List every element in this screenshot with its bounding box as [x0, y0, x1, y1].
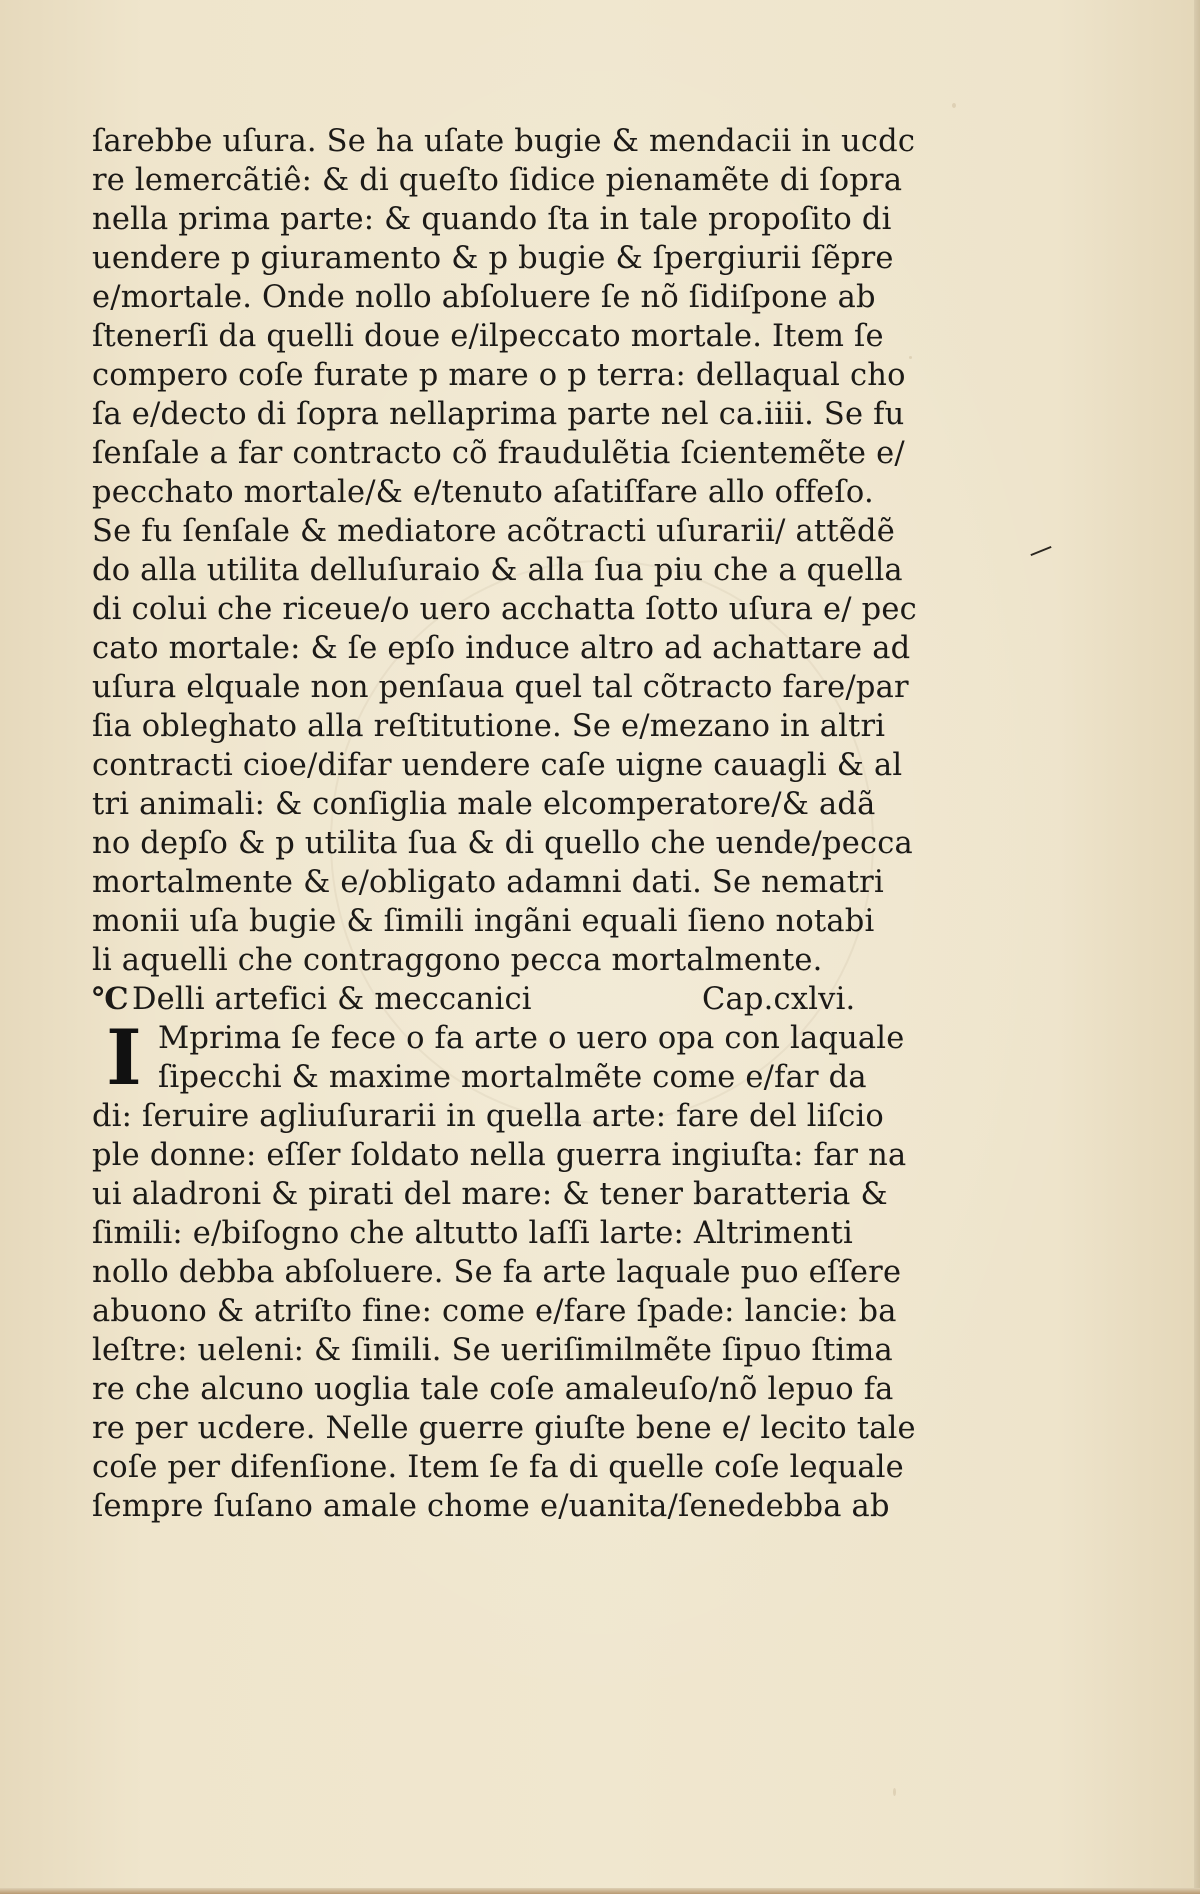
- text-line: re lemercãtiê: & di queſto ſidice pienamẽte di ſopra: [92, 163, 903, 198]
- paper-stain: [909, 356, 912, 359]
- text-line: di colui che riceue/o uero acchatta ſotto uſura e/ pec: [92, 592, 917, 627]
- text-line: pecchato mortale/& e/tenuto aſatiſfare allo offeſo.: [92, 475, 874, 510]
- text-line: compero coſe furate p mare o p terra: dellaqual cho: [92, 358, 906, 393]
- margin-annotation-mark: [1030, 546, 1051, 556]
- paper-stain: [952, 103, 956, 108]
- page-edge-bottom: [0, 1888, 1200, 1894]
- text-line: nella prima parte: & quando ſta in tale propoſito di: [92, 202, 892, 237]
- text-line: cato mortale: & ſe epſo induce altro ad achattare ad: [92, 631, 911, 666]
- text-line: leſtre: ueleni: & ſimili. Se ueriſimilmẽte ſipuo ſtima: [92, 1333, 893, 1368]
- text-line: di: ſeruire agliuſurarii in quella arte: fare del liſcio: [92, 1099, 884, 1134]
- text-line: do alla utilita delluſuraio & alla ſua piu che a quella: [92, 553, 903, 588]
- text-line: no depſo & p utilita ſua & di quello che uende/pecca: [92, 826, 913, 861]
- text-line: ple donne: eſſer ſoldato nella guerra ingiuſta: far na: [92, 1138, 907, 1173]
- text-line: ſia obleghato alla reſtitutione. Se e/mezano in altri: [92, 709, 886, 744]
- text-line: re per ucdere. Nelle guerre giuſte bene e/ lecito tale: [92, 1411, 916, 1446]
- text-line: Se fu ſenſale & mediatore acõtracti uſurarii/ attẽdẽ: [92, 514, 895, 549]
- text-line: ſipecchi & maxime mortalmẽte come e/far da: [158, 1060, 867, 1095]
- text-line: re che alcuno uoglia tale coſe amaleuſo/nõ lepuo fa: [92, 1372, 894, 1407]
- text-line: ui aladroni & pirati del mare: & tener baratteria &: [92, 1177, 888, 1212]
- text-line: ſimili: e/biſogno che altutto laſſi larte: Altrimenti: [92, 1216, 853, 1251]
- text-line: contracti cioe/difar uendere caſe uigne cauagli & al: [92, 748, 903, 783]
- text-line: uendere p giuramento & p bugie & ſpergiurii ſẽpre: [92, 241, 894, 276]
- chapter-title: Delli artefici & meccanici: [132, 982, 532, 1017]
- text-line: monii uſa bugie & ſimili ingãni equali ſieno notabi: [92, 904, 875, 939]
- text-line: Mprima ſe fece o fa arte o uero opa con laquale: [158, 1021, 905, 1056]
- text-line: li aquelli che contraggono pecca mortalmente.: [92, 943, 823, 978]
- chapter-heading: [92, 980, 856, 1019]
- paper-stain: [893, 1788, 896, 1796]
- text-line: e/mortale. Onde nollo abſoluere ſe nõ ſidiſpone ab: [92, 280, 876, 315]
- text-line: ſenſale a far contracto cõ fraudulẽtia ſcientemẽte e/: [92, 436, 905, 471]
- text-line: ſtenerſi da quelli doue e/ilpeccato mortale. Item ſe: [92, 319, 884, 354]
- drop-cap-initial: I: [106, 1013, 142, 1102]
- text-line: tri animali: & conſiglia male elcomperatore/& adã: [92, 787, 876, 822]
- pilcrow-mark: ℃: [92, 981, 129, 1017]
- text-line: mortalmente & e/obligato adamni dati. Se nematri: [92, 865, 884, 900]
- text-line: abuono & atriſto fine: come e/fare ſpade: lancie: ba: [92, 1294, 897, 1329]
- text-line: coſe per difenſione. Item ſe fa di quelle coſe lequale: [92, 1450, 904, 1485]
- text-line: uſura elquale non penſaua quel tal cõtracto fare/par: [92, 670, 909, 705]
- page-edge-right: [1194, 0, 1200, 1894]
- text-line: ſarebbe uſura. Se ha uſate bugie & mendacii in ucdc: [92, 124, 916, 159]
- chapter-number: Cap.cxlvi.: [702, 982, 856, 1017]
- text-line: ſa e/decto di ſopra nellaprima parte nel ca.iiii. Se fu: [92, 397, 905, 432]
- text-line: nollo debba abſoluere. Se fa arte laquale puo eſſere: [92, 1255, 902, 1290]
- text-line: ſempre ſuſano amale chome e/uanita/ſenedebba ab: [92, 1489, 890, 1524]
